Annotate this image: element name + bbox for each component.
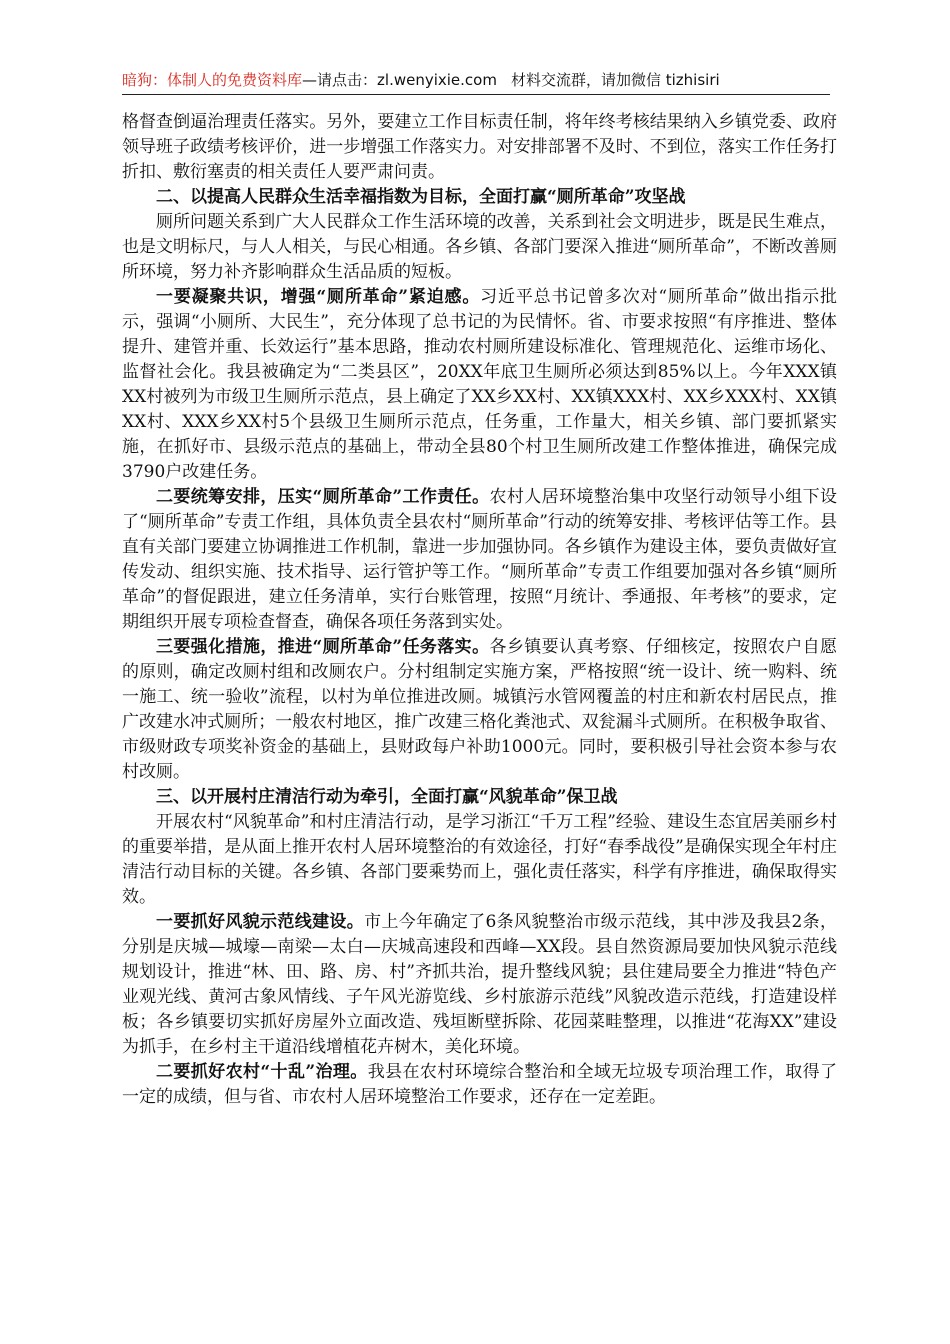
section-heading-3: 三、以开展村庄清洁行动为牵引，全面打赢“风貌革命”保卫战 xyxy=(156,787,618,807)
paragraph: 一要凝聚共识，增强“厕所革命”紧迫感。习近平总书记曾多次对“厕所革命”做出指示批示，强调“小厕所、大民生”，充分体现了总书记的为民情怀。省、市要求按照“有序推进、整体提升、建管并重、长效运行”基本思路，推动农村厕所建设标准化、管理规范化、运维市场化、监督社会化。我县被确定为“二类县区”，20XX年底卫生厕所必须达到85%以上。今年XXX镇XX村被列为市级卫生厕所示范点，县上确定了XX乡XX村、XX镇XXX村、XX乡XXX村、XX镇XX村、XXX乡XX村5个县级卫生厕所示范点，任务重，工作量大，相关乡镇、部门要抓紧实施，在抓好市、县级示范点的基础上，带动全县80个村卫生厕所改建工作整体推进，确保完成3790户改建任务。 xyxy=(122,287,837,482)
paragraph: 开展农村“风貌革命”和村庄清洁行动，是学习浙江“千万工程”经验、建设生态宜居美丽乡村的重要举措，是从面上推开农村人居环境整治的有效途径，打好“春季战役”是确保实现全年村庄清洁行动目标的关键。各乡镇、各部门要乘势而上，强化责任落实，科学有序推进，确保取得实效。 xyxy=(122,812,837,907)
paragraph: 二要抓好农村“十乱”治理。我县在农村环境综合整治和全域无垃圾专项治理工作，取得了一定的成绩，但与省、市农村人居环境整治工作要求，还存在一定差距。 xyxy=(122,1062,837,1107)
site-prefix: 暗狗：体制人的免费资料库 xyxy=(122,71,303,89)
paragraph: 一要抓好风貌示范线建设。市上今年确定了6条风貌整治市级示范线，其中涉及我县2条，分别是庆城—城壕—南梁—太白—庆城高速段和西峰—XX段。县自然资源局要加快风貌示范线规划设计，推进“林、田、路、房、村”齐抓共治，提升整线风貌；县住建局要全力推进“特色产业观光线、黄河古象风情线、子午风光游览线、乡村旅游示范线”风貌改造示范线，打造建设样板；各乡镇要切实抓好房屋外立面改造、残垣断壁拆除、花园菜畦整理，以推进“花海XX”建设为抓手，在乡村主干道沿线增植花卉树木，美化环境。 xyxy=(122,912,838,1057)
paragraph-lead: 二要统筹安排，压实“厕所革命”工作责任。 xyxy=(156,487,490,507)
contact-info: 材料交流群，请加微信 tizhisiri xyxy=(510,71,720,89)
page-header xyxy=(122,66,832,94)
header-divider xyxy=(122,94,830,95)
paragraph: 三要强化措施，推进“厕所革命”任务落实。各乡镇要认真考察、仔细核定，按照农户自愿的原则，确定改厕村组和改厕农户。分村组制定实施方案，严格按照“统一设计、统一购料、统一施工、统一验收”流程，以村为单位推进改厕。城镇污水管网覆盖的村庄和新农村居民点，推广改建水冲式厕所；一般农村地区，推广改建三格化粪池式、双瓮漏斗式厕所。在积极争取省、市级财政专项奖补资金的基础上，县财政每户补助1000元。同时，要积极引导社会资本参与农村改厕。 xyxy=(122,637,838,782)
paragraph: 厕所问题关系到广大人民群众工作生活环境的改善，关系到社会文明进步，既是民生难点，也是文明标尺，与人人相关，与民心相通。各乡镇、各部门要深入推进“厕所革命”，不断改善厕所环境，努力补齐影响群众生活品质的短板。 xyxy=(122,212,837,282)
paragraph-lead: 三要强化措施，推进“厕所革命”任务落实。 xyxy=(156,637,490,657)
site-url-link[interactable]: zl.wenyixie.com xyxy=(377,71,497,89)
paragraph-lead: 一要凝聚共识，增强“厕所革命”紧迫感。 xyxy=(156,287,481,307)
paragraph-lead: 一要抓好风貌示范线建设。 xyxy=(156,912,365,932)
paragraph-lead: 二要抓好农村“十乱”治理。 xyxy=(156,1062,368,1082)
section-heading-2: 二、以提高人民群众生活幸福指数为目标，全面打赢“厕所革命”攻坚战 xyxy=(156,187,686,207)
click-label: —请点击： xyxy=(302,71,378,89)
document-body xyxy=(122,110,837,1110)
paragraph-continuation: 格督查倒逼治理责任落实。另外，要建立工作目标责任制，将年终考核结果纳入乡镇党委、政府领导班子政绩考核评价，进一步增强工作落实力。对安排部署不及时、不到位，落实工作任务打折扣、敷衍塞责的相关责任人要严肃问责。 xyxy=(122,112,837,182)
paragraph: 二要统筹安排，压实“厕所革命”工作责任。农村人居环境整治集中攻坚行动领导小组下设了“厕所革命”专责工作组，具体负责全县农村“厕所革命”行动的统筹安排、考核评估等工作。县直有关部门要建立协调推进工作机制，靠进一步加强协同。各乡镇作为建设主体，要负责做好宣传发动、组织实施、技术指导、运行管护等工作。“厕所革命”专责工作组要加强对各乡镇“厕所革命”的督促跟进，建立任务清单，实行台账管理，按照“月统计、季通报、年考核”的要求，定期组织开展专项检查督查，确保各项任务落到实处。 xyxy=(122,487,838,632)
